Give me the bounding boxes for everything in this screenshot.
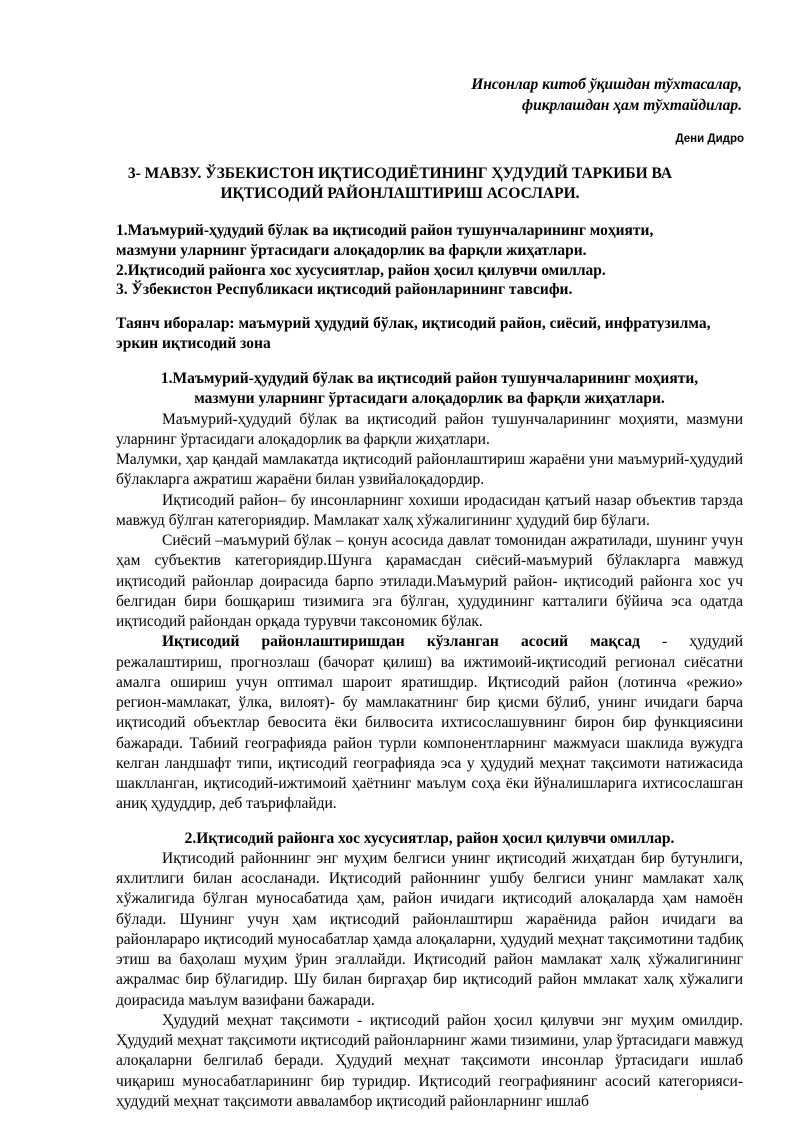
paragraph: Иқтисодий районнинг энг муҳим белгиси унинг иқтисодий жиҳатдан бир бутунлиги, яхлитлиги билан асосланади. Иқтисодий районнинг ушбу белгиси унинг мамлакат халқ хўжалигида бўлган муносабатида ҳам, район ичидаги иқтисодий алоқаларда ҳам намоён бўлади. Шунинг учун ҳам иқтисодий районлаштирш жараёнида район ичидаги ва районлараро иқтисодий муносабатлар ҳамда алоқаларни, ҳудудий меҳнат тақсимотини тадбиқ этиш ва баҳолаш муҳим ўрин эгаллайди. Иқтисодий район мамлакат халқ хўжалигининг ажралмас бир бўлагидир. Шу билан биргаҳар бир иқтисодий район ммлакат халқ хўжалиги доирасида маълум вазифани бажаради.: [116, 849, 743, 1009]
topic-title-line-1: 3- МАВЗУ. ЎЗБЕКИСТОН ИҚТИСОДИЁТИНИНГ ҲУДУДИЙ ТАРКИБИ ВА: [127, 165, 673, 182]
plan-line: 2.Иқтисодий районга хос хусусиятлар, район ҳосил қилувчи омиллар.: [116, 261, 606, 279]
epigraph: [471, 74, 742, 116]
section-1-title-line-1: 1.Маъмурий-ҳудудий бўлак ва иқтисодий район тушунчаларининг моҳияти,: [160, 370, 699, 387]
paragraph-text: - ҳудудий режалаштириш, прогнозлаш (бачорат қилиш) ва ижтимоий-иқтисодий регионал сиёсатни амалга ошириш учун оптимал шароит яратишдир. Иқтисодий район (лотинча «режио» регион-мамлакат, ўлка, вилоят)- бу мамлакатнинг бир қисми бўлиб, унинг ичидаги барча иқтисодий объектлар бевосита ёки билвосита ихтисослашувнинг бирон бир функциясини бажаради. Табиий географияда район турли компонентларнинг мажмуаси шаклида вужудга келган ландшафт типи, иқтисодий географияда эса у ҳудудий меҳнат тақсимоти натижасида шаклланган, иқтисодий-ижтимоий ҳаётнинг маълум соҳа ёки йўналишларига ихтисослашган аниқ ҳудуддир, деб таърифлайди.: [116, 633, 743, 813]
document-body: [116, 369, 743, 1112]
paragraph: Маъмурий-ҳудудий бўлак ва иқтисодий район тушунчаларининг моҳияти, мазмуни уларнинг ўртасидаги алоқадорлик ва фарқли жиҳатлари.: [116, 410, 743, 448]
epigraph-line-1: Инсонлар китоб ўқишдан тўхтасалар,: [471, 76, 742, 93]
topic-plan: [116, 221, 746, 300]
spacer: [116, 815, 743, 829]
plan-line: мазмуни уларнинг ўртасидаги алоқадорлик ва фарқли жиҳатлари.: [116, 241, 587, 259]
section-2-title: 2.Иқтисодий районга хос хусусиятлар, район ҳосил қилувчи омиллар.: [184, 829, 675, 847]
plan-line: 3. Ўзбекистон Республикаси иқтисодий районларининг тавсифи.: [116, 281, 573, 299]
paragraph: Иқтисодий район– бу инсонларнинг хохиши иродасидан қатъий назар объектив тарзда мавжуд бўлган категориядир. Мамлакат халқ хўжалигининг ҳудудий бир бўлаги.: [116, 491, 743, 529]
paragraph: [116, 632, 743, 814]
plan-line: 1.Маъмурий-ҳудудий бўлак ва иқтисодий район тушунчаларининг моҳияти,: [116, 222, 654, 239]
section-1-title: [116, 369, 743, 410]
emphasis-term: Иқтисодий районлаштиришдан кўзланган асосий мақсад: [162, 633, 640, 651]
paragraph: Ҳудудий меҳнат тақсимоти - иқтисодий район ҳосил қилувчи энг муҳим омилдир. Ҳудудий меҳнат тақсимоти иқтисодий районларнинг жами тизимини, улар ўртасидаги мавжуд алоқаларни белгилаб беради. Ҳудудий меҳнат тақсимоти инсонлар ўртасидаги ишлаб чиқариш муносабатларининг бир туридир. Иқтисодий географиянинг асосий категорияси-ҳудудий меҳнат тақсимоти авваламбор иқтисодий районларнинг ишлаб: [116, 1011, 743, 1110]
paragraph: Малумки, ҳар қандай мамлакатда иқтисодий районлаштириш жараёни уни маъмурий-ҳудудий бўлакларга ажратиш жараёни билан узвийалоқадордир.: [116, 451, 743, 489]
topic-title-line-2: ИҚТИСОДИЙ РАЙОНЛАШТИРИШ АСОСЛАРИ.: [220, 185, 580, 202]
epigraph-line-2: фикрлашдан ҳам тўхтайдилар.: [521, 97, 742, 114]
topic-title: [100, 164, 700, 204]
key-phrases: Таянч иборалар: маъмурий ҳудудий бўлак, иқтисодий район, сиёсий, инфратузилма, эркин иқтисодий зона: [116, 315, 711, 352]
paragraph: Сиёсий –маъмурий бўлак – қонун асосида давлат томонидан ажратилади, шунинг учун ҳам субъектив категориядир.Шунга қарамасдан сиёсий-маъмурий бўлакларга мавжуд иқтисодий районлар доирасида барпо этилади.Маъмурий район- иқтисодий районга хос уч белгидан бири бошқариш тизимига эга бўлган, ҳудудининг катталиги бўйича эса одатда иқтисодий райондан орқада турувчи таксономик бўлак.: [116, 532, 743, 630]
section-1-title-line-2: мазмуни уларнинг ўртасидаги алоқадорлик ва фарқли жиҳатлари.: [194, 390, 665, 408]
epigraph-author: Дени Дидро: [675, 133, 744, 145]
